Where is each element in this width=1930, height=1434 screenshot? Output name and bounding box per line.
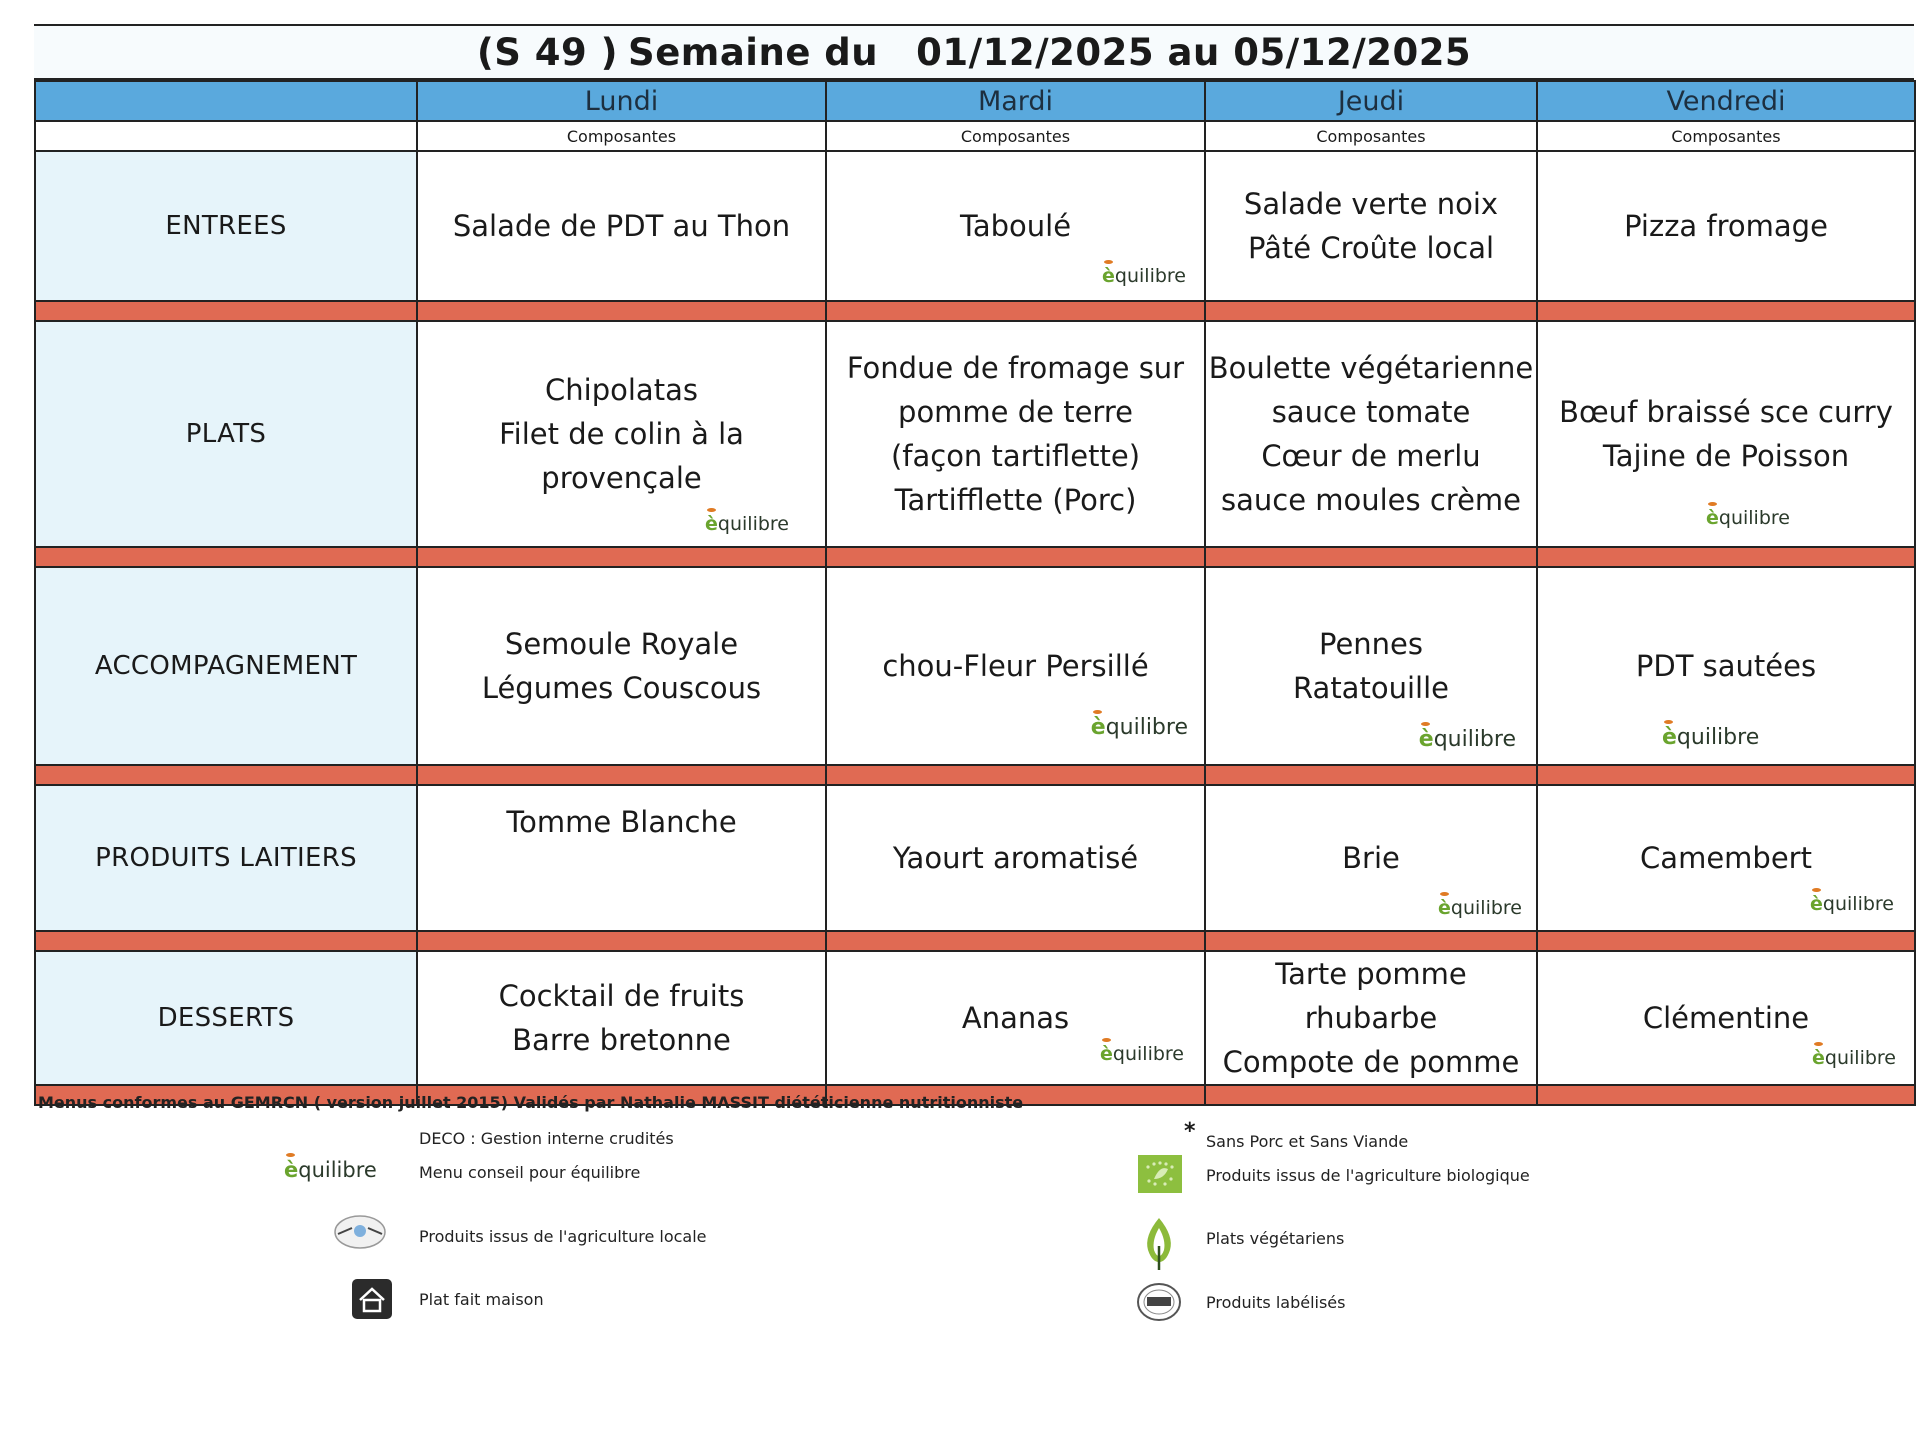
equilibre-badge: èquilibre	[1812, 1047, 1896, 1069]
local-agriculture-icon	[332, 1212, 388, 1256]
dish-line: Salade de PDT au Thon	[452, 209, 791, 243]
dish-line: Camembert	[1640, 841, 1812, 875]
dish-line: Tarte pomme	[1275, 957, 1467, 991]
components-blank-cell	[35, 121, 417, 151]
row-separator	[35, 547, 1915, 567]
dish-line: Tartifflette (Porc)	[894, 483, 1137, 517]
dish-cell	[1205, 567, 1537, 765]
day-thursday: Jeudi	[1205, 81, 1537, 121]
row-entrees	[35, 151, 1915, 301]
dish-cell	[1537, 151, 1915, 301]
dish-cell	[417, 567, 826, 765]
category-entrees: ENTREES	[35, 151, 417, 301]
dish-line: Ratatouille	[1293, 671, 1449, 705]
dish-line: Semoule Royale	[504, 627, 739, 661]
legend-equilibre: Menu conseil pour équilibre	[419, 1163, 641, 1182]
category-desserts: DESSERTS	[35, 951, 417, 1085]
row-produits-laitiers	[35, 785, 1915, 931]
dish-line: Barre bretonne	[512, 1023, 731, 1057]
dish-cell	[826, 785, 1205, 931]
legend-local: Produits issus de l'agriculture locale	[419, 1227, 707, 1246]
week-title	[34, 26, 1914, 80]
row-separator	[35, 301, 1915, 321]
dish-line: pomme de terre	[898, 395, 1133, 429]
legend-labelises: Produits labélisés	[1206, 1293, 1346, 1312]
row-separator	[35, 931, 1915, 951]
dish-line: Clémentine	[1642, 1001, 1810, 1035]
dish-line: Taboulé	[959, 209, 1072, 243]
dish-cell	[1537, 951, 1915, 1085]
equilibre-badge: èquilibre	[705, 513, 789, 535]
equilibre-badge: èquilibre	[1418, 727, 1516, 752]
dish-line: Tajine de Poisson	[1602, 439, 1850, 473]
header-blank-cell	[35, 81, 417, 121]
legend-sans-porc: Sans Porc et Sans Viande	[1206, 1132, 1409, 1151]
day-tuesday: Mardi	[826, 81, 1205, 121]
dish-line: rhubarbe	[1304, 1001, 1438, 1035]
dish-line: Filet de colin à la	[499, 417, 744, 451]
menu-grid	[34, 80, 1914, 1106]
dish-cell	[826, 567, 1205, 765]
row-plats	[35, 321, 1915, 547]
dish-line: provençale	[541, 461, 702, 495]
equilibre-badge: èquilibre	[1100, 1043, 1184, 1065]
vegetarian-leaf-icon	[1142, 1216, 1176, 1276]
equilibre-badge: èquilibre	[1438, 897, 1522, 919]
dish-line: chou-Fleur Persillé	[882, 649, 1149, 683]
equilibre-badge: èquilibre	[1706, 507, 1790, 529]
dish-cell	[417, 951, 826, 1085]
dish-line: Compote de pomme	[1222, 1045, 1520, 1079]
dish-line: Pennes	[1318, 627, 1423, 661]
dish-cell	[826, 151, 1205, 301]
dish-line: Salade verte noix	[1243, 187, 1499, 221]
category-accompagnement: ACCOMPAGNEMENT	[35, 567, 417, 765]
dish-line: PDT sautées	[1635, 649, 1817, 683]
equilibre-legend-icon: èquilibre	[284, 1158, 377, 1182]
week-label: Semaine du	[628, 30, 879, 74]
equilibre-badge: èquilibre	[1090, 715, 1188, 740]
dish-line: Yaourt aromatisé	[892, 841, 1139, 875]
legend-vegetarien: Plats végétariens	[1206, 1229, 1345, 1248]
dish-line: Chipolatas	[545, 373, 698, 407]
dish-line: Légumes Couscous	[481, 671, 762, 705]
equilibre-badge: èquilibre	[1662, 725, 1760, 750]
components-row	[35, 121, 1915, 151]
quality-label-icon	[1136, 1282, 1182, 1326]
dish-line: Tomme Blanche	[506, 805, 737, 839]
equilibre-badge: èquilibre	[1810, 893, 1894, 915]
organic-leaf-icon	[1138, 1155, 1182, 1197]
legend-bio: Produits issus de l'agriculture biologique	[1206, 1166, 1530, 1185]
components-label: Composantes	[1205, 121, 1537, 151]
row-desserts	[35, 951, 1915, 1085]
week-range: 01/12/2025 au 05/12/2025	[916, 30, 1472, 74]
day-friday: Vendredi	[1537, 81, 1915, 121]
dish-cell	[1205, 785, 1537, 931]
dish-line: Fondue de fromage sur	[846, 351, 1185, 385]
dish-line: (façon tartiflette)	[890, 439, 1141, 473]
category-plats: PLATS	[35, 321, 417, 547]
equilibre-badge: èquilibre	[1102, 265, 1186, 287]
days-header-row	[35, 81, 1915, 121]
row-accompagnement	[35, 567, 1915, 765]
legend-deco: DECO : Gestion interne crudités	[419, 1129, 674, 1148]
week-number: (S 49 )	[476, 30, 619, 74]
components-label: Composantes	[417, 121, 826, 151]
home-made-icon	[351, 1278, 393, 1324]
dish-line: sauce tomate	[1271, 395, 1471, 429]
legend-fait-maison: Plat fait maison	[419, 1290, 544, 1309]
category-produits-laitiers: PRODUITS LAITIERS	[35, 785, 417, 931]
dish-line: Cœur de merlu	[1261, 439, 1481, 473]
dish-line: Ananas	[961, 1001, 1070, 1035]
dish-cell	[1205, 151, 1537, 301]
dish-cell	[1537, 321, 1915, 547]
dish-cell	[1537, 567, 1915, 765]
dish-line: Pizza fromage	[1624, 209, 1828, 243]
dish-cell	[417, 785, 826, 931]
components-label: Composantes	[826, 121, 1205, 151]
dish-line: Boulette végétarienne	[1208, 351, 1534, 385]
dish-cell	[826, 321, 1205, 547]
dish-cell	[1205, 951, 1537, 1085]
dish-line: sauce moules crème	[1220, 483, 1522, 517]
dish-cell	[417, 321, 826, 547]
dish-cell	[826, 951, 1205, 1085]
dish-line: Pâté Croûte local	[1247, 231, 1495, 265]
row-separator	[35, 765, 1915, 785]
dish-cell	[1537, 785, 1915, 931]
dish-cell	[417, 151, 826, 301]
star-symbol: *	[1184, 1119, 1196, 1144]
components-label: Composantes	[1537, 121, 1915, 151]
day-monday: Lundi	[417, 81, 826, 121]
dish-line: Bœuf braissé sce curry	[1559, 395, 1893, 429]
dish-line: Cocktail de fruits	[498, 979, 745, 1013]
dish-line: Brie	[1342, 841, 1400, 875]
dish-cell	[1205, 321, 1537, 547]
compliance-note: Menus conformes au GEMRCN ( version juillet 2015) Validés par Nathalie MASSIT diététicienne nutritionniste	[38, 1093, 1024, 1112]
